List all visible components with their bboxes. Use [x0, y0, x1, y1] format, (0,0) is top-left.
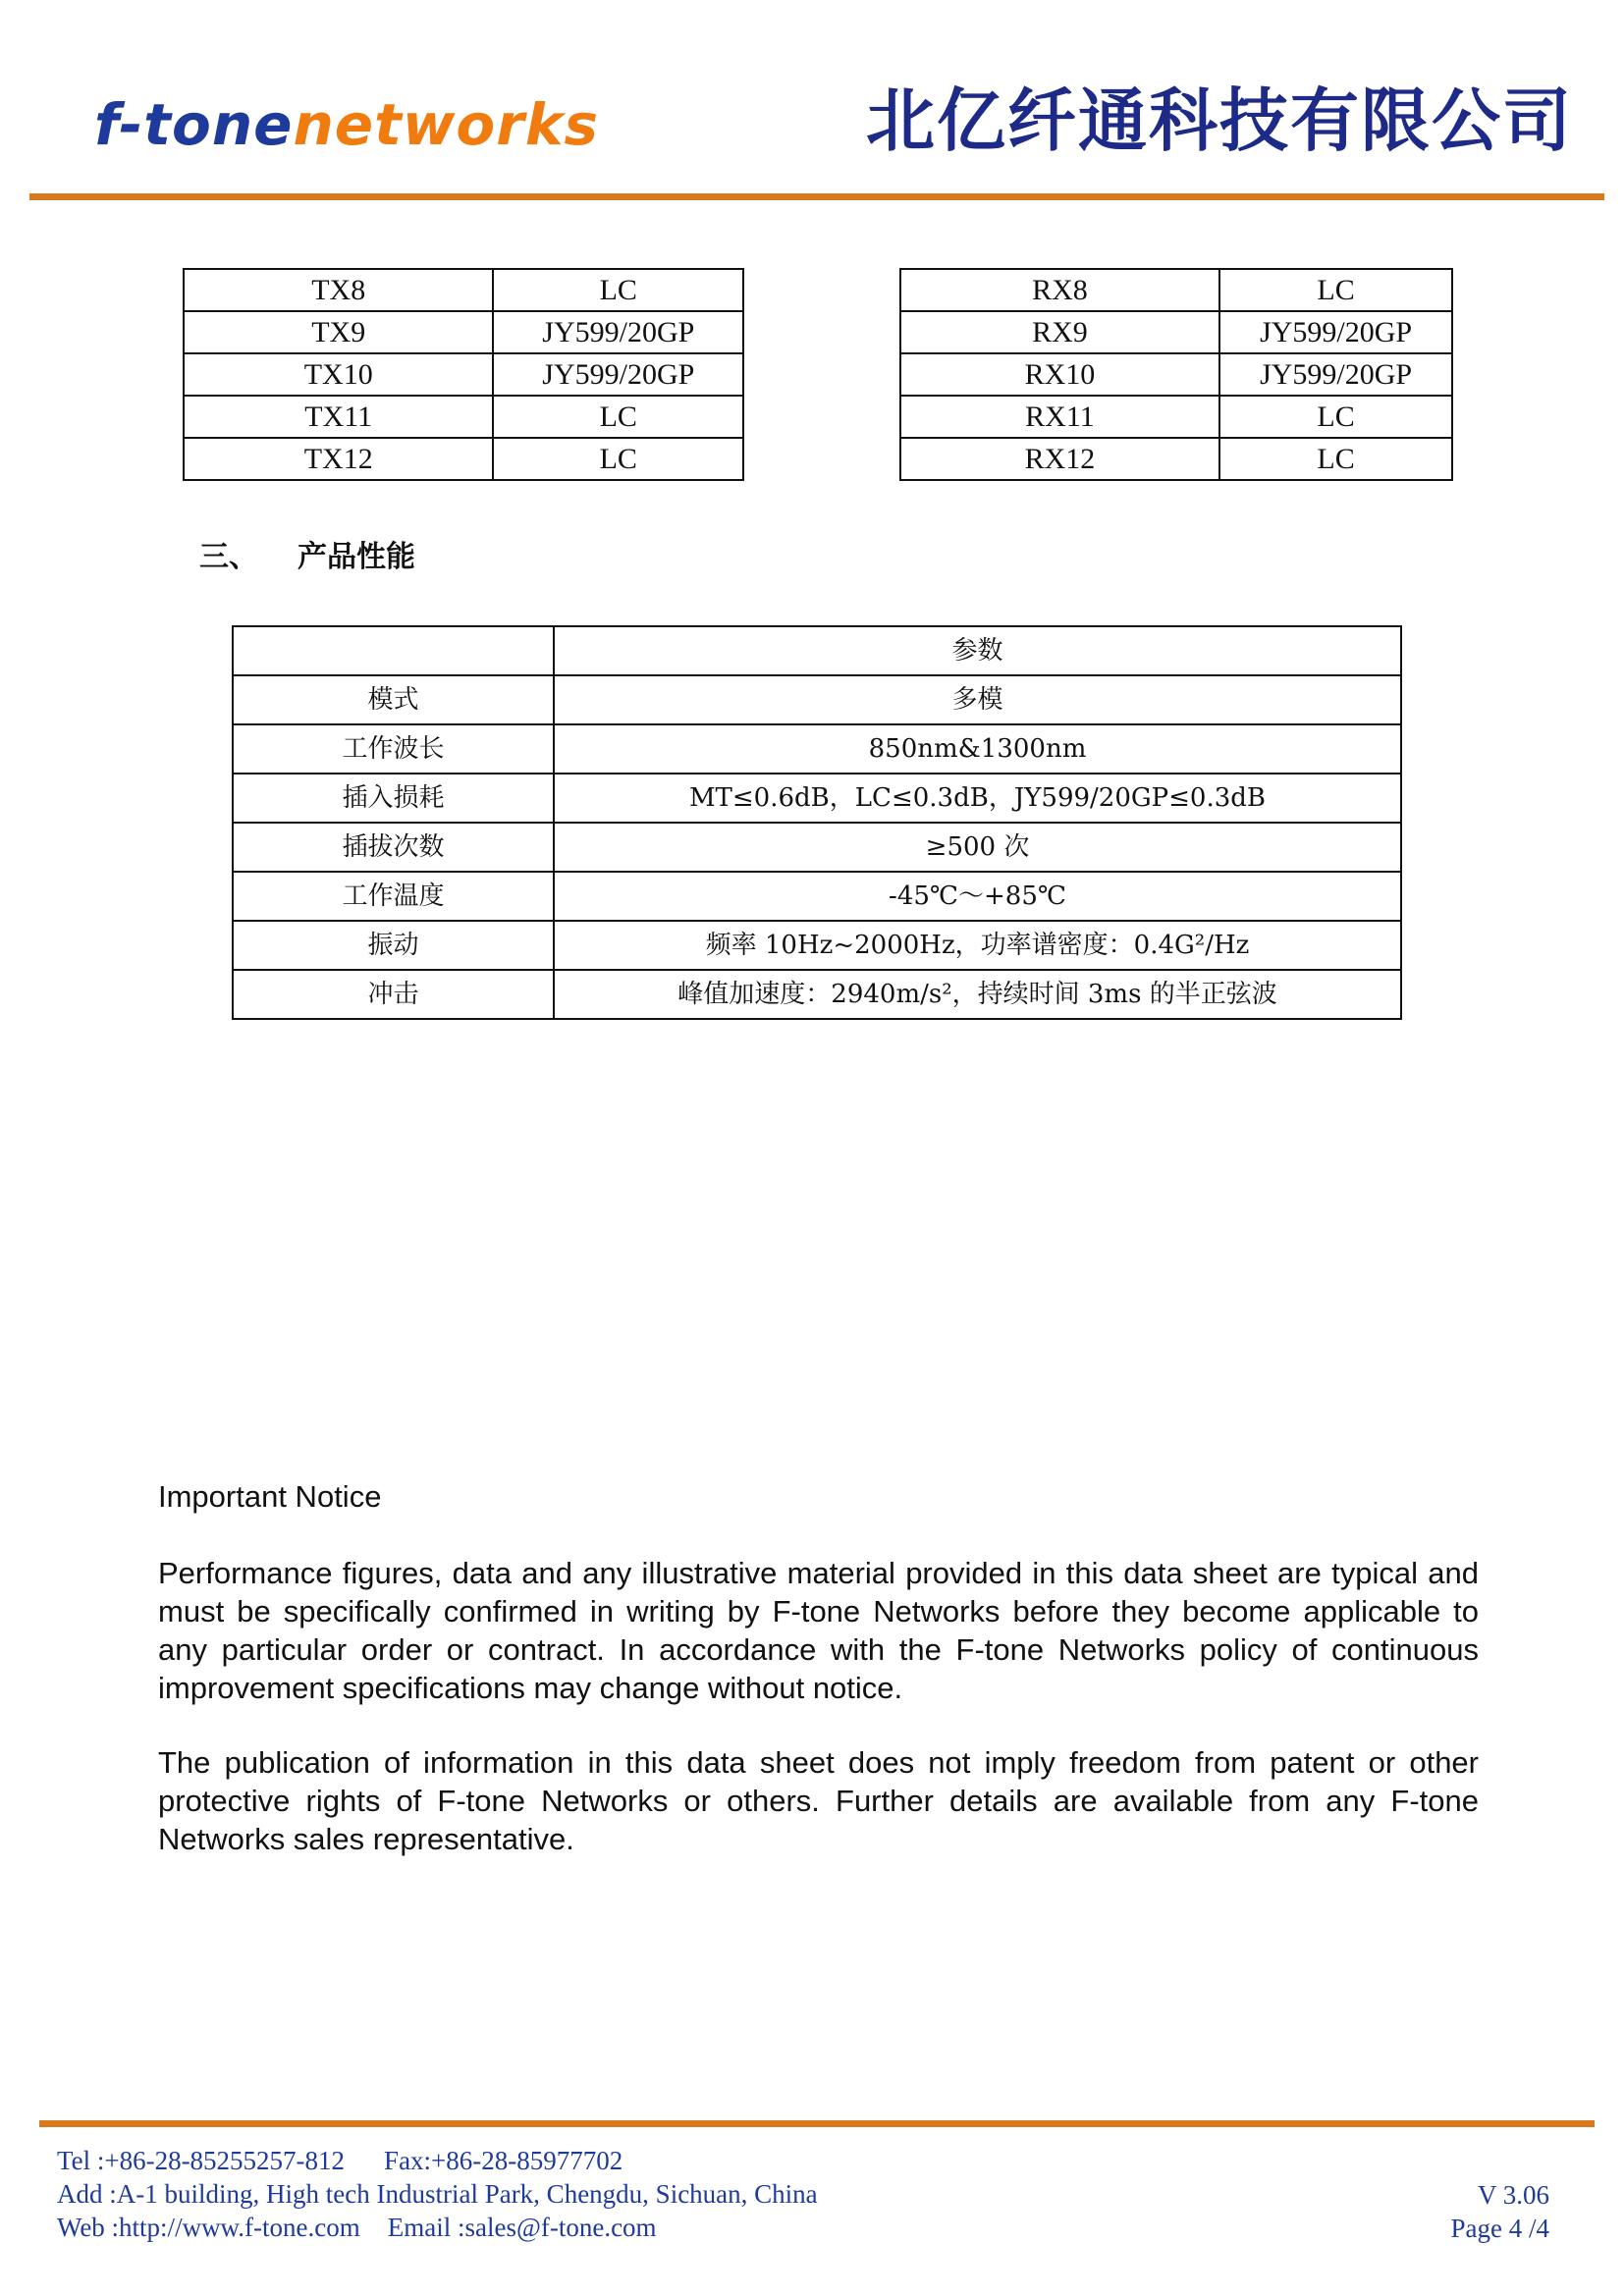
- table-row: [233, 872, 1401, 921]
- section-number: 三、: [199, 540, 258, 574]
- rx-connector-cell: LC: [1219, 438, 1452, 480]
- tx-connector-cell: LC: [493, 269, 743, 311]
- footer-fax: Fax:+86-28-85977702: [384, 2146, 623, 2175]
- rx-port-cell: RX9: [900, 311, 1219, 353]
- company-logo: [94, 91, 599, 158]
- notice-title: Important Notice: [158, 1479, 382, 1514]
- param-value-cell: 多模: [554, 675, 1401, 724]
- rx-port-cell: RX10: [900, 353, 1219, 396]
- version-label: V 3.06: [1477, 2180, 1549, 2210]
- table-header-row: [233, 626, 1401, 675]
- footer-web-line: [57, 2211, 818, 2244]
- tx-port-cell: TX11: [184, 396, 493, 438]
- param-label-cell: 冲击: [233, 970, 554, 1019]
- footer-email-link[interactable]: Email :sales@f-tone.com: [387, 2213, 657, 2242]
- footer-web-link[interactable]: Web :http://www.f-tone.com: [57, 2213, 360, 2242]
- header-divider: [29, 193, 1604, 200]
- page-number: Page 4 /4: [1450, 2214, 1549, 2243]
- table-row: [233, 970, 1401, 1019]
- table-row: [233, 774, 1401, 823]
- section-heading: [199, 538, 415, 577]
- param-label-cell: 插拔次数: [233, 823, 554, 872]
- tx-connector-cell: JY599/20GP: [493, 311, 743, 353]
- tx-port-cell: TX9: [184, 311, 493, 353]
- footer-phone-line: [57, 2144, 818, 2177]
- header-value-cell: 参数: [554, 626, 1401, 675]
- param-value-cell: ≥500 次: [554, 823, 1401, 872]
- param-value-cell: -45℃～+85℃: [554, 872, 1401, 921]
- footer-divider: [39, 2120, 1595, 2127]
- port-connector-table: [183, 268, 1453, 481]
- table-row: [233, 823, 1401, 872]
- tx-connector-cell: LC: [493, 396, 743, 438]
- param-label-cell: 模式: [233, 675, 554, 724]
- param-label-cell: 振动: [233, 921, 554, 970]
- header-label-cell: [233, 626, 554, 675]
- tx-port-cell: TX10: [184, 353, 493, 396]
- rx-connector-cell: LC: [1219, 396, 1452, 438]
- param-value-cell: 峰值加速度：2940m/s²，持续时间 3ms 的半正弦波: [554, 970, 1401, 1019]
- tx-connector-cell: JY599/20GP: [493, 353, 743, 396]
- section-title-text: 产品性能: [298, 540, 415, 574]
- param-value-cell: 频率 10Hz~2000Hz，功率谱密度：0.4G²/Hz: [554, 921, 1401, 970]
- footer-contact: [57, 2144, 818, 2244]
- rx-connector-cell: JY599/20GP: [1219, 353, 1452, 396]
- table-row: [184, 269, 1452, 311]
- param-label-cell: 插入损耗: [233, 774, 554, 823]
- table-row: [233, 724, 1401, 774]
- table-row: [233, 675, 1401, 724]
- tx-port-cell: TX8: [184, 269, 493, 311]
- rx-port-cell: RX8: [900, 269, 1219, 311]
- notice-paragraph-2: The publication of information in this data sheet does not imply freedom from patent or other protective rights of F-tone Networks or others. Further details are available from any F-tone Networks sales representative.: [158, 1745, 1479, 1856]
- param-value-cell: MT≤0.6dB，LC≤0.3dB，JY599/20GP≤0.3dB: [554, 774, 1401, 823]
- tx-port-cell: TX12: [184, 438, 493, 480]
- rx-port-cell: RX11: [900, 396, 1219, 438]
- footer-tel: Tel :+86-28-85255257-812: [57, 2146, 346, 2175]
- rx-port-cell: RX12: [900, 438, 1219, 480]
- rx-connector-cell: LC: [1219, 269, 1452, 311]
- tx-connector-cell: LC: [493, 438, 743, 480]
- company-name: 北亿纤通科技有限公司: [866, 80, 1573, 161]
- param-label-cell: 工作温度: [233, 872, 554, 921]
- rx-connector-cell: JY599/20GP: [1219, 311, 1452, 353]
- param-label-cell: 工作波长: [233, 724, 554, 774]
- table-gap: [743, 269, 900, 480]
- performance-table: [232, 625, 1402, 1020]
- logo-text-ftone: f-tone: [94, 91, 294, 158]
- table-row: [233, 921, 1401, 970]
- param-value-cell: 850nm&1300nm: [554, 724, 1401, 774]
- footer-version-block: [1451, 2178, 1550, 2245]
- logo-text-networks: networks: [293, 91, 599, 158]
- footer-address: Add :A-1 building, High tech Industrial Park, Chengdu, Sichuan, China: [57, 2179, 818, 2209]
- notice-paragraph-1: Performance figures, data and any illustrative material provided in this data sheet are typical and must be specifically confirmed in writing by F-tone Networks before they become applicable to any particular order or contract. In accordance with the F-tone Networks policy of continuous improvement specifications may change without notice.: [158, 1556, 1479, 1705]
